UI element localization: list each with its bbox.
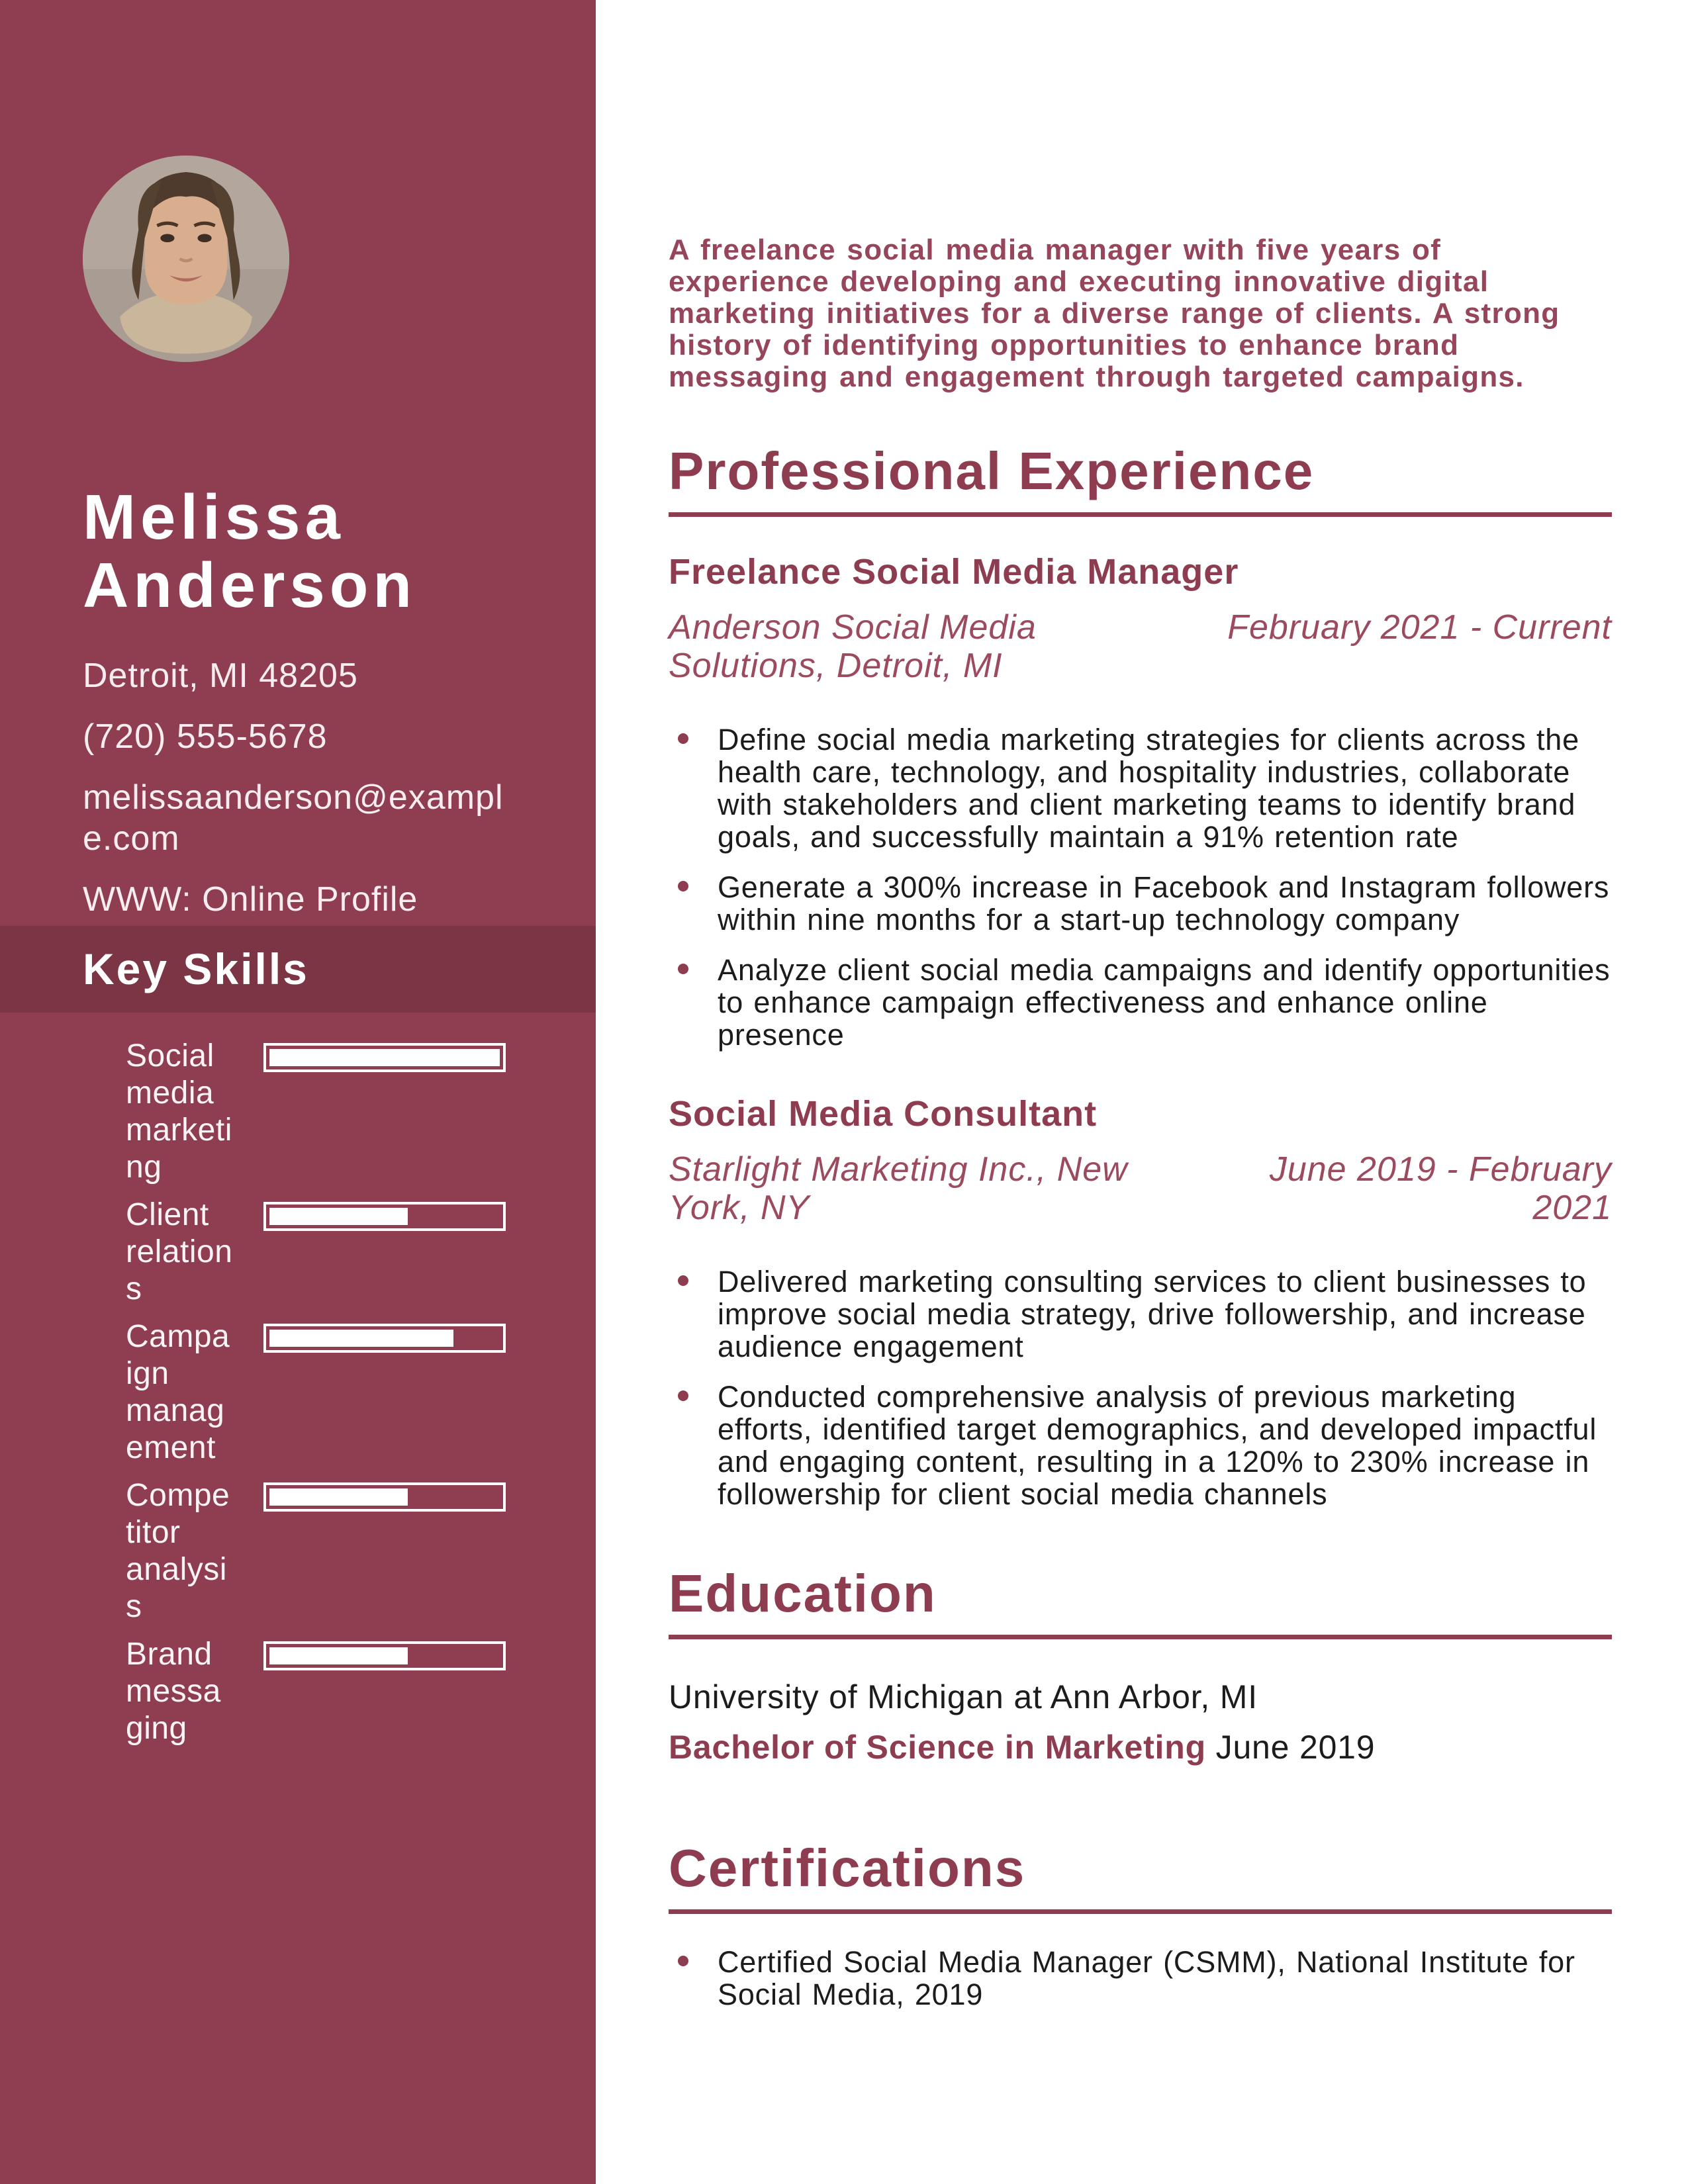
contact-location: Detroit, MI 48205 <box>83 657 358 695</box>
skill-level-fill <box>269 1330 453 1347</box>
profile-photo <box>83 156 289 362</box>
bullet-item <box>669 871 1612 936</box>
contact-block <box>83 655 516 940</box>
professional-summary: A freelance social media manager with five years of experience developing and executing innovative digital marketing initiatives for a diverse range of clients. A strong history of identifying opportunities to enhance brand messaging and engagement through targeted campaigns. <box>669 234 1560 393</box>
skill-row <box>78 1318 561 1467</box>
skill-label: Campaign management <box>126 1319 230 1465</box>
certification-text: Certified Social Media Manager (CSMM), National Institute for Social Media, 2019 <box>718 1945 1575 2011</box>
skill-label: Social media marketing <box>126 1038 232 1185</box>
bullet-icon <box>678 1956 688 1966</box>
key-skills-title: Key Skills <box>83 944 309 993</box>
skill-bullet <box>78 1636 126 1747</box>
skill-level-fill <box>269 1049 500 1066</box>
bullet-item <box>669 723 1612 853</box>
skill-label: Client relations <box>126 1197 233 1306</box>
section-divider <box>669 1635 1612 1639</box>
bullet-item <box>669 1265 1612 1363</box>
skill-bullet <box>78 1318 126 1467</box>
bullet-text: Analyze client social media campaigns and identify opportunities to enhance campaign effectiveness and enhance online presence <box>718 953 1611 1052</box>
contact-website-link[interactable]: WWW: Online Profile <box>83 880 418 919</box>
bullet-text: Delivered marketing consulting services to client businesses to improve social media strategy, drive followership, and increase audience engagement <box>718 1265 1587 1363</box>
job-bullets <box>669 1265 1612 1510</box>
education-degree: Bachelor of Science in Marketing <box>669 1729 1206 1766</box>
skill-row <box>78 1038 561 1186</box>
job-company: Anderson Social Media Solutions, Detroit, MI <box>669 608 1037 685</box>
skill-level-bar <box>263 1202 506 1231</box>
bullet-icon <box>678 964 688 974</box>
professional-experience-heading: Professional Experience <box>669 441 1315 500</box>
key-skills-band <box>0 926 596 1013</box>
job-title: Social Media Consultant <box>669 1094 1098 1134</box>
job-entry <box>669 1093 1612 1510</box>
main-column <box>596 0 1688 2184</box>
education-date: June 2019 <box>1215 1729 1376 1766</box>
skill-level-fill <box>269 1208 408 1225</box>
job-bullets <box>669 723 1612 1051</box>
skill-row <box>78 1197 561 1308</box>
bullet-icon <box>678 1275 688 1286</box>
job-dates: June 2019 - February 2021 <box>1269 1150 1612 1227</box>
bullet-text: Define social media marketing strategies for clients across the health care, technology, and hospitality industries, collaborate with stakeholders and client marketing teams to identify brand goals, and successfully maintain a 91% retention rate <box>718 723 1579 854</box>
skill-level-bar <box>263 1324 506 1353</box>
contact-phone: (720) 555-5678 <box>83 717 328 756</box>
job-title: Freelance Social Media Manager <box>669 552 1239 592</box>
section-divider <box>669 1909 1612 1914</box>
certifications-list <box>669 1946 1612 2011</box>
job-dates: February 2021 - Current <box>1227 608 1612 647</box>
job-company: Starlight Marketing Inc., New York, NY <box>669 1150 1128 1227</box>
section-certifications <box>669 1838 1612 2011</box>
bullet-icon <box>678 881 688 891</box>
candidate-name: Melissa Anderson <box>83 482 417 621</box>
bullet-item <box>669 954 1612 1051</box>
skill-bullet <box>78 1477 126 1625</box>
certifications-heading: Certifications <box>669 1839 1026 1897</box>
education-degree-line <box>669 1728 1612 1766</box>
skill-label: Brand messaging <box>126 1637 221 1746</box>
section-professional-experience <box>669 441 1612 1510</box>
skills-list <box>78 1038 561 1758</box>
bullet-text: Generate a 300% increase in Facebook and Instagram followers within nine months for a start-up technology company <box>718 870 1610 936</box>
job-entry <box>669 551 1612 1051</box>
bullet-item <box>669 1946 1612 2011</box>
contact-email[interactable]: melissaanderson@example.com <box>83 778 504 858</box>
bullet-text: Conducted comprehensive analysis of previous marketing efforts, identified target demographics, and developed impactful and engaging content, resulting in a 120% to 230% increase in followership for client social media channels <box>718 1380 1597 1511</box>
sidebar <box>0 0 596 2184</box>
education-heading: Education <box>669 1564 937 1623</box>
skill-bullet <box>78 1038 126 1186</box>
skill-level-fill <box>269 1488 408 1506</box>
skill-row <box>78 1636 561 1747</box>
bullet-icon <box>678 1390 688 1401</box>
job-meta-row <box>669 608 1612 685</box>
skill-row <box>78 1477 561 1625</box>
skill-level-fill <box>269 1647 408 1664</box>
skill-level-bar <box>263 1043 506 1072</box>
skill-bullet <box>78 1197 126 1308</box>
section-divider <box>669 512 1612 517</box>
skill-label: Competitor analysis <box>126 1478 230 1624</box>
profile-photo-illustration <box>83 156 289 362</box>
bullet-item <box>669 1381 1612 1510</box>
job-meta-row <box>669 1150 1612 1227</box>
section-education <box>669 1563 1612 1766</box>
jobs-list <box>669 551 1612 1510</box>
education-school: University of Michigan at Ann Arbor, MI <box>669 1678 1258 1715</box>
skill-level-bar <box>263 1482 506 1512</box>
skill-level-bar <box>263 1641 506 1670</box>
bullet-icon <box>678 733 688 744</box>
